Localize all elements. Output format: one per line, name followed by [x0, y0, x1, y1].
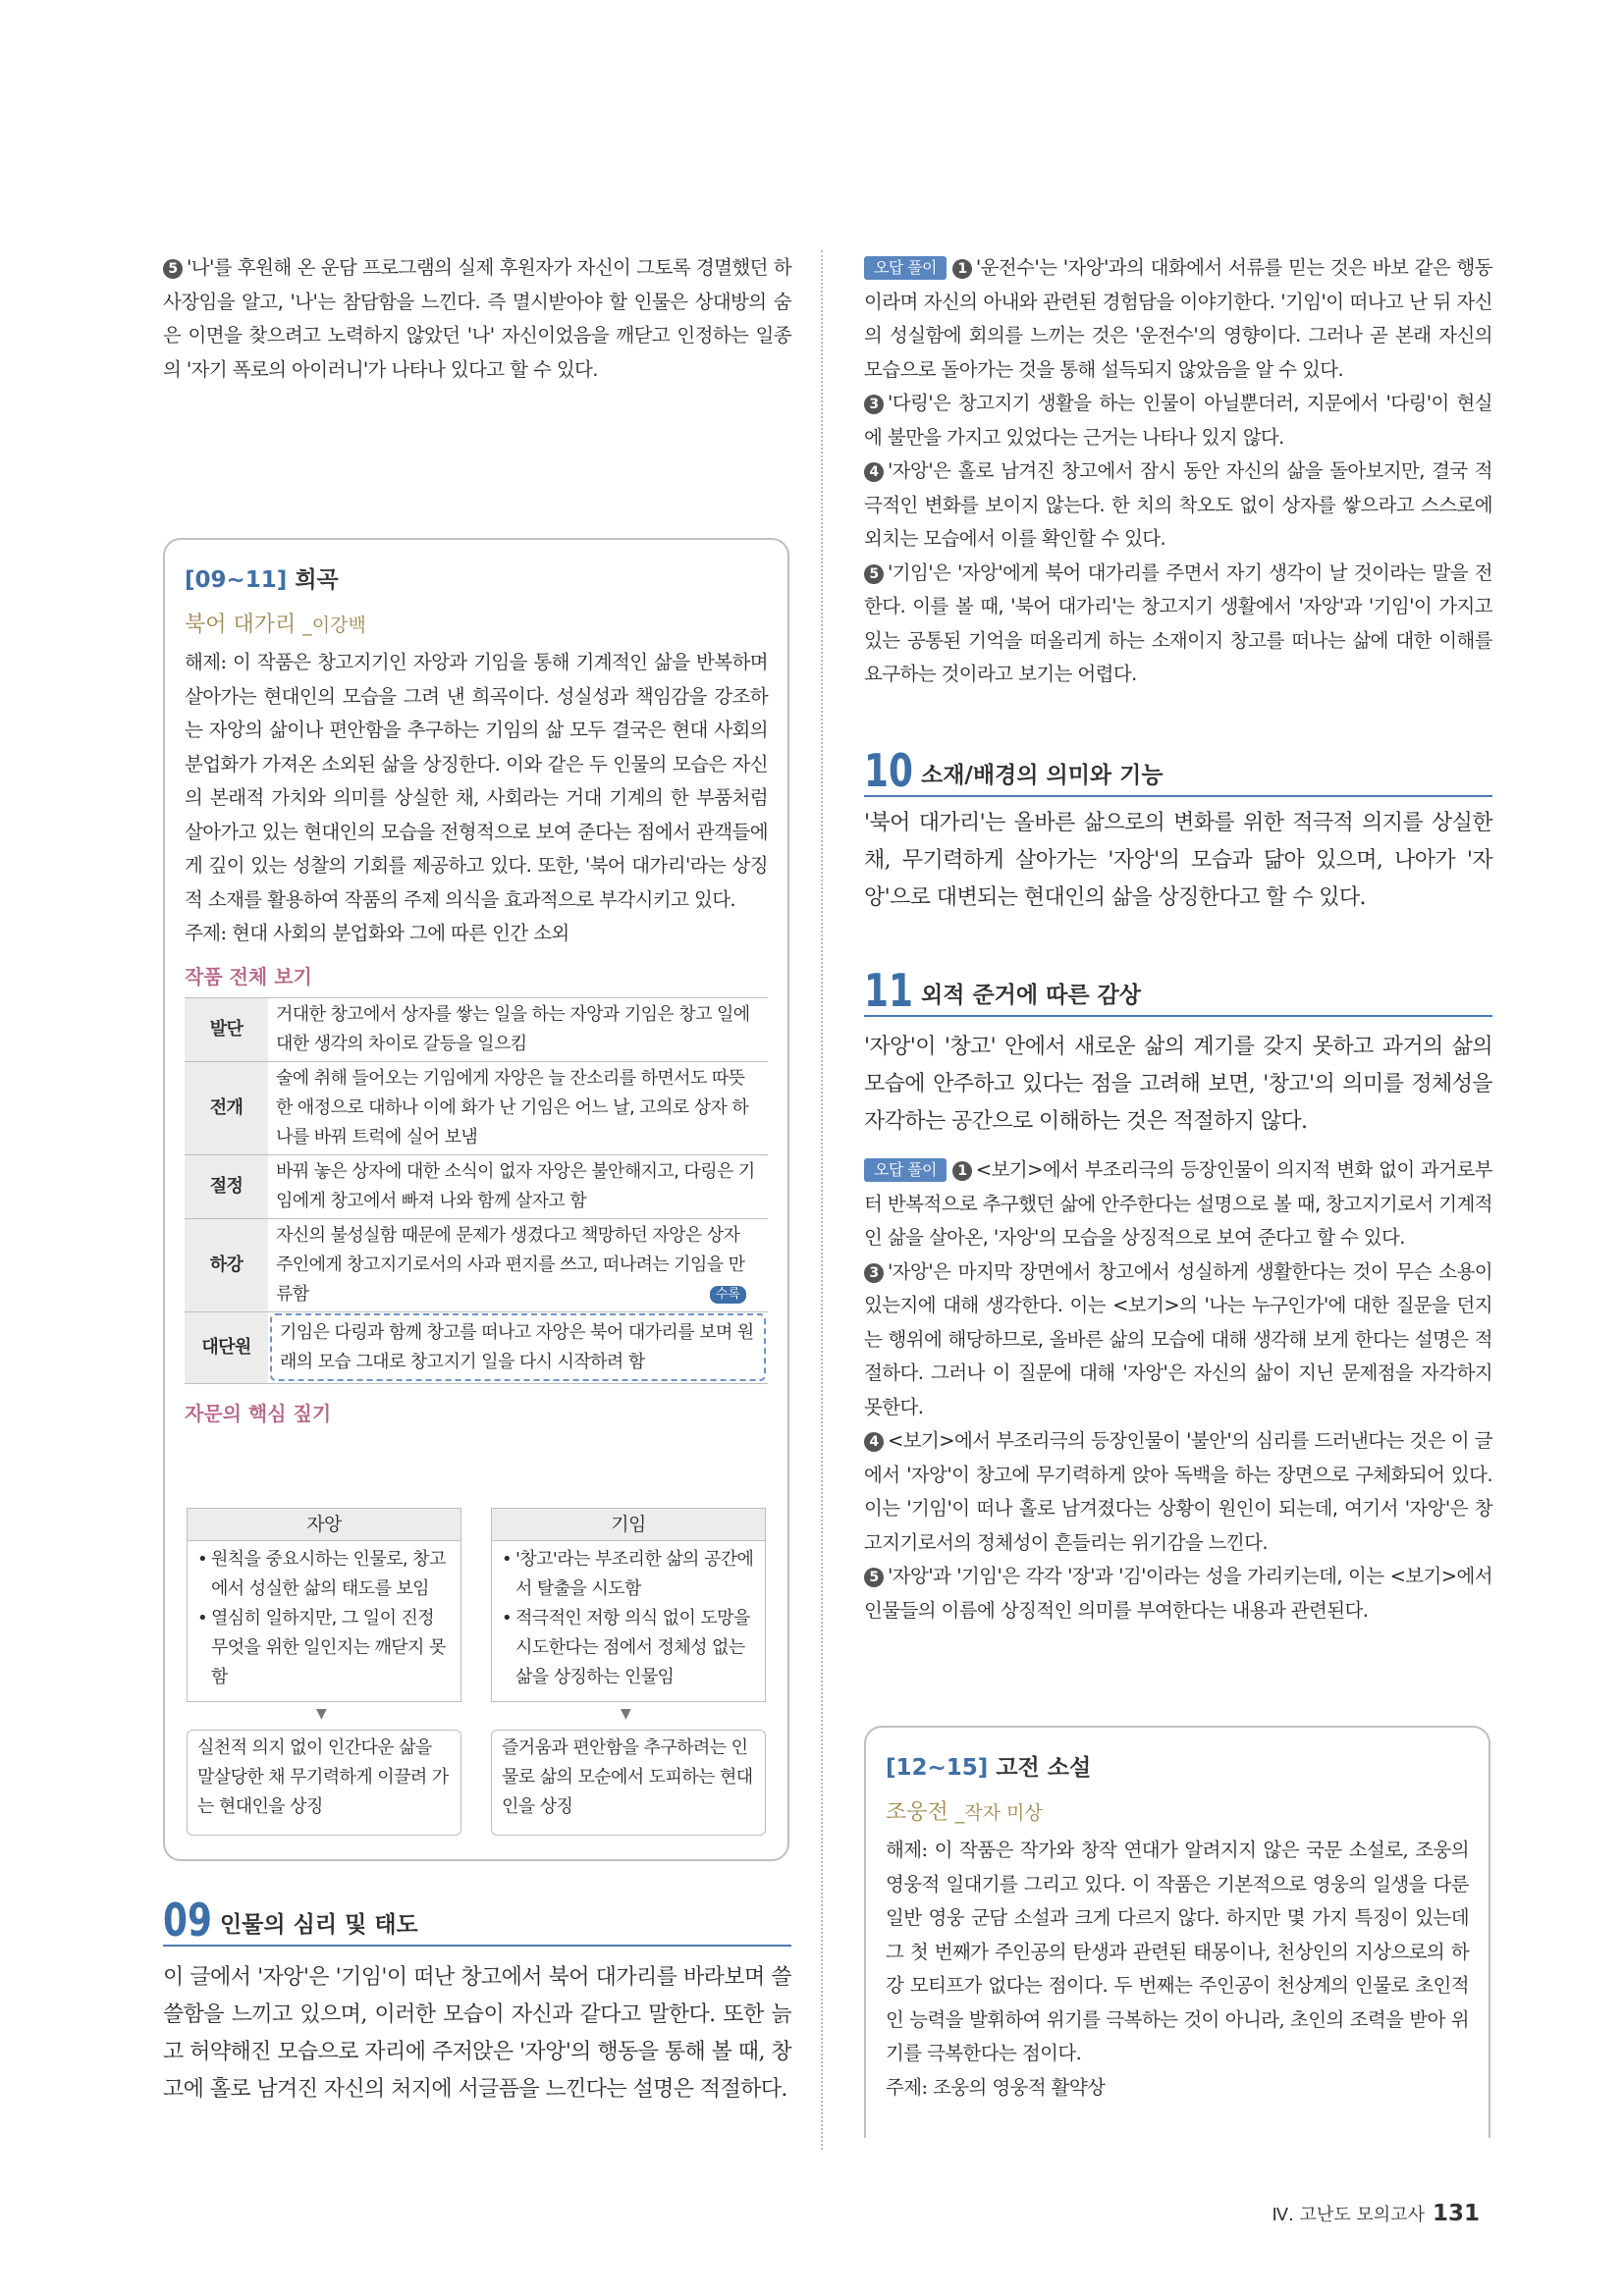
- synopsis-text: 술에 취해 들어오는 기임에게 자앙은 늘 잔소리를 하면서도 따뜻한 애정으로 대하나 이에 화가 난 기임은 어느 날, 고의로 상자 하나를 바꿔 트럭에 실어 보냄: [268, 1061, 768, 1154]
- answer-text: '자앙'이 '창고' 안에서 새로운 삶의 계기를 갖지 못하고 과거의 삶의 모습에 안주하고 있다는 점을 고려해 보면, '창고'의 의미를 정체성을 자각하는 공간으로 이해하는 것은 적절하지 않다.: [864, 1035, 1492, 1134]
- question-title: 인물의 심리 및 태도: [220, 1912, 418, 1938]
- work-title: 조웅전 _작자 미상: [886, 1800, 1043, 1825]
- synopsis-stage: 대단원: [185, 1311, 268, 1383]
- character-bullet: 열심히 일하지만, 그 일이 진정 무엇을 위한 일인지는 깨닫지 못함: [211, 1608, 446, 1687]
- haeje-text: 해제: 이 작품은 작가와 창작 연대가 알려지지 않은 국문 소설로, 조웅의 영웅적 일대기를 그리고 있다. 이 작품은 기본적으로 영웅의 일생을 다룬 일반 영웅 군담 소설과 크게 다르지 않다. 하지만 몇 가지 특징이 있는데 그 첫 번째가 주인공의 탄생과 관련된 태몽이나, 천상인의 지상으로의 하강 모티프가 없다는 점이다. 두 번째는 주인공이 천상계의 인물로 초인적인 능력을 발휘하여 위기를 극복하는 것이 아니라, 초인의 조력을 받아 위기를 극복한다는 점이다.: [886, 1839, 1469, 2064]
- question-09-answer: [163, 1959, 791, 2109]
- novel-info-box: [864, 1726, 1490, 2138]
- circled-number: 5: [163, 259, 183, 279]
- answer-text: '북어 대가리'는 올바른 삶으로의 변화를 위한 적극적 의지를 상실한 채, 무기력하게 살아가는 '자앙'의 모습과 닮아 있으며, 나아가 '자앙'으로 대변되는 현대인의 삶을 상징한다고 할 수 있다.: [864, 811, 1492, 910]
- question-title: 외적 준거에 따른 감상: [921, 983, 1141, 1008]
- synopsis-row: [185, 1311, 768, 1383]
- question-number: 11: [864, 964, 913, 1017]
- circled-number: 1: [952, 1161, 972, 1181]
- question-number: 10: [864, 744, 913, 797]
- question-11-answer: [864, 1029, 1492, 1141]
- explanation-text: '나'를 후원해 온 운담 프로그램의 실제 후원자가 자신이 그토록 경멸했던 하 사장임을 알고, '나'는 참담함을 느낀다. 즉 멸시받아야 할 인물은 상대방의 숨은 이면을 찾으려고 노력하지 않았던 '나' 자신이었음을 깨닫고 인정하는 일종의 '자기 폭로의 아이러니'가 나타나 있다고 할 수 있다.: [163, 256, 791, 381]
- theme-text: 주제: 조웅의 영웅적 활약상: [886, 2075, 1106, 2099]
- down-arrow-icon: ▼: [316, 1706, 327, 1722]
- page-footer: [1272, 2201, 1480, 2226]
- question-09-heading: [163, 1890, 791, 1947]
- circled-number: 5: [864, 564, 884, 584]
- question-11-heading: [864, 958, 1492, 1017]
- answer-text: 이 글에서 '자앙'은 '기임'이 떠난 창고에서 북어 대가리를 바라보며 쓸쓸함을 느끼고 있으며, 이러한 모습이 자신과 같다고 말한다. 또한 늙고 허약해진 모습으로 자리에 주저앉은 '자앙'의 행동을 통해 볼 때, 창고에 홀로 남겨진 자신의 처지에 서글픔을 느낀다는 설명은 적절하다.: [163, 1965, 791, 2102]
- character-box-giim: 기임 • '창고'라는 부조리한 삶의 공간에서 탈출을 시도함 • 적극적인 저항 의식 없이 도망을 시도한다는 점에서 정체성 없는 삶을 상징하는 인물임: [491, 1508, 766, 1702]
- work-title: 북어 대가리 _이강백: [185, 613, 366, 637]
- character-bullet: 원칙을 중요시하는 인물로, 창고에서 성실한 삶의 태도를 보임: [211, 1549, 446, 1599]
- character-name: 자앙: [188, 1509, 460, 1541]
- question-11-wrong-answers: [864, 1153, 1492, 1628]
- box-title: [12~15] 고전 소설: [886, 1755, 1092, 1781]
- synopsis-wrap: [185, 997, 768, 1384]
- page-number: 131: [1432, 2201, 1480, 2226]
- right-top-wrong-answers: [864, 251, 1492, 692]
- character-name: 기임: [492, 1509, 765, 1541]
- wrong-answer-badge: 오답 풀이: [864, 1158, 947, 1182]
- synopsis-row: [185, 1218, 768, 1311]
- circled-number: 4: [864, 1432, 884, 1452]
- character-summary-giim: 즐거움과 편안함을 추구하려는 인물로 삶의 모순에서 도피하는 현대인을 상징: [491, 1730, 766, 1836]
- wrong-answer-text: '운전수'는 '자앙'과의 대화에서 서류를 믿는 것은 바보 같은 행동이라며 자신의 아내와 관련된 경험담을 이야기한다. '기임'이 떠나고 난 뒤 자신의 성실함에 회의를 느끼는 것은 '운전수'의 영향이다. 그러나 곧 본래 자신의 모습으로 돌아가는 것을 통해 설득되지 않았음을 알 수 있다.: [864, 256, 1492, 381]
- wrong-answer-text: '다링'은 창고지기 생활을 하는 인물이 아닐뿐더러, 지문에서 '다링'이 현실에 불만을 가지고 있었다는 근거는 나타나 있지 않다.: [864, 392, 1492, 449]
- wrong-answer-text: '자앙'은 홀로 남겨진 창고에서 잠시 동안 자신의 삶을 돌아보지만, 결국 적극적인 변화를 보이지 않는다. 한 치의 착오도 없이 상자를 쌓으라고 스스로에 외치는 모습에서 이를 확인할 수 있다.: [864, 459, 1492, 550]
- wrong-answer-text: <보기>에서 부조리극의 등장인물이 '불안'의 심리를 드러낸다는 것은 이 글에서 '자앙'이 창고에 무기력하게 앉아 독백을 하는 장면으로 구체화되어 있다. 이는 '기임'이 떠나 홀로 남겨졌다는 상황이 원인이 되는데, 여기서 '자앙'은 창고지기로서의 정체성이 흔들리는 위기감을 느낀다.: [864, 1429, 1492, 1554]
- synopsis-text: 자신의 불성실함 때문에 문제가 생겼다고 책망하던 자앙은 상자 주인에게 창고지기로서의 사과 편지를 쓰고, 떠나려는 기임을 만류함: [268, 1218, 768, 1311]
- column-divider: [821, 250, 823, 2150]
- core-heading: 자문의 핵심 짚기: [185, 1401, 332, 1425]
- section-label: Ⅳ. 고난도 모의고사: [1272, 2205, 1425, 2225]
- synopsis-text: 기임은 다링과 함께 창고를 떠나고 자앙은 북어 대가리를 보며 원래의 모습 그대로 창고지기 일을 다시 시작하려 함: [268, 1311, 768, 1383]
- circled-number: 1: [952, 259, 972, 279]
- synopsis-stage: 절정: [185, 1154, 268, 1218]
- circled-number: 3: [864, 395, 884, 414]
- suroc-tag: 수록: [710, 1286, 746, 1304]
- wrong-answer-text: <보기>에서 부조리극의 등장인물이 의지적 변화 없이 과거로부터 반복적으로 추구했던 삶에 안주한다는 설명으로 볼 때, 창고지기로서 기계적인 삶을 살아온, '자앙'의 모습을 상징적으로 보여 준다고 할 수 있다.: [864, 1158, 1492, 1249]
- question-10-answer: [864, 805, 1492, 917]
- character-bullet: 적극적인 저항 의식 없이 도망을 시도한다는 점에서 정체성 없는 삶을 상징하는 인물임: [515, 1608, 750, 1687]
- character-bullet: '창고'라는 부조리한 삶의 공간에서 탈출을 시도함: [515, 1549, 754, 1599]
- circled-number: 3: [864, 1263, 884, 1283]
- synopsis-row: [185, 1061, 768, 1154]
- wrong-answer-text: '자앙'과 '기임'은 각각 '장'과 '김'이라는 성을 가리키는데, 이는 <보기>에서 인물들의 이름에 상징적인 의미를 부여한다는 내용과 관련된다.: [864, 1565, 1492, 1622]
- synopsis-row: [185, 997, 768, 1061]
- wrong-answer-badge: 오답 풀이: [864, 256, 947, 280]
- character-box-jaang: 자앙 • 원칙을 중요시하는 인물로, 창고에서 성실한 삶의 태도를 보임 • 열심히 일하지만, 그 일이 진정 무엇을 위한 일인지는 깨닫지 못함: [187, 1508, 461, 1702]
- question-title: 소재/배경의 의미와 기능: [921, 763, 1164, 788]
- question-10-heading: [864, 738, 1492, 797]
- left-top-explanation: [163, 251, 791, 387]
- wrong-answer-text: '자앙'은 마지막 장면에서 창고에서 성실하게 생활한다는 것이 무슨 소용이 있는지에 대해 생각한다. 이는 <보기>의 '나는 누구인가'에 대한 질문을 던지는 행위에 해당하므로, 올바른 삶의 모습에 대해 생각해 보게 한다는 설명은 적절하다. 그러나 이 질문에 대해 '자앙'은 자신의 삶이 지닌 문제점을 자각하지 못한다.: [864, 1259, 1492, 1418]
- synopsis-row: [185, 1154, 768, 1218]
- haeje-text: 해제: 이 작품은 창고지기인 자앙과 기임을 통해 기계적인 삶을 반복하며 살아가는 현대인의 모습을 그려 낸 희곡이다. 성실성과 책임감을 강조하는 자앙의 삶이나 편안함을 추구하는 기임의 삶 모두 결국은 현대 사회의 분업화가 가져온 소외된 삶을 상징한다. 이와 같은 두 인물의 모습은 자신의 본래적 가치와 의미를 상실한 채, 사회라는 거대 기계의 한 부품처럼 살아가고 있는 현대인의 모습을 전형적으로 보여 준다는 점에서 관객들에게 깊이 있는 성찰의 기회를 제공하고 있다. 또한, '북어 대가리'라는 상징적 소재를 활용하여 작품의 주제 의식을 효과적으로 부각시키고 있다.: [185, 651, 768, 911]
- character-summary-jaang: 실천적 의지 없이 인간다운 삶을 말살당한 채 무기력하게 이끌려 가는 현대인을 상징: [187, 1730, 461, 1836]
- synopsis-heading: 작품 전체 보기: [185, 964, 312, 988]
- down-arrow-icon: ▼: [621, 1706, 631, 1722]
- synopsis-text: 거대한 창고에서 상자를 쌓는 일을 하는 자앙과 기임은 창고 일에 대한 생각의 차이로 갈등을 일으킴: [268, 997, 768, 1061]
- wrong-answer-text: '기임'은 '자앙'에게 북어 대가리를 주면서 자기 생각이 날 것이라는 말을 전한다. 이를 볼 때, '북어 대가리'는 창고지기 생활에서 '자앙'과 '기임'이 가지고 있는 공통된 기억을 떠올리게 하는 소재이지 창고를 떠나는 삶에 대한 이해를 요구하는 것이라고 보기는 어렵다.: [864, 561, 1492, 685]
- synopsis-table: [185, 997, 768, 1384]
- theme-text: 주제: 현대 사회의 분업화와 그에 따른 인간 소외: [185, 922, 569, 944]
- question-number: 09: [163, 1894, 212, 1947]
- circled-number: 4: [864, 462, 884, 482]
- synopsis-stage: 하강: [185, 1218, 268, 1311]
- box-title: [09~11] 희곡: [185, 567, 339, 593]
- synopsis-stage: 전개: [185, 1061, 268, 1154]
- circled-number: 5: [864, 1568, 884, 1587]
- synopsis-stage: 발단: [185, 997, 268, 1061]
- synopsis-text: 바꿔 놓은 상자에 대한 소식이 없자 자앙은 불안해지고, 다링은 기임에게 창고에서 빠져 나와 함께 살자고 함: [268, 1154, 768, 1218]
